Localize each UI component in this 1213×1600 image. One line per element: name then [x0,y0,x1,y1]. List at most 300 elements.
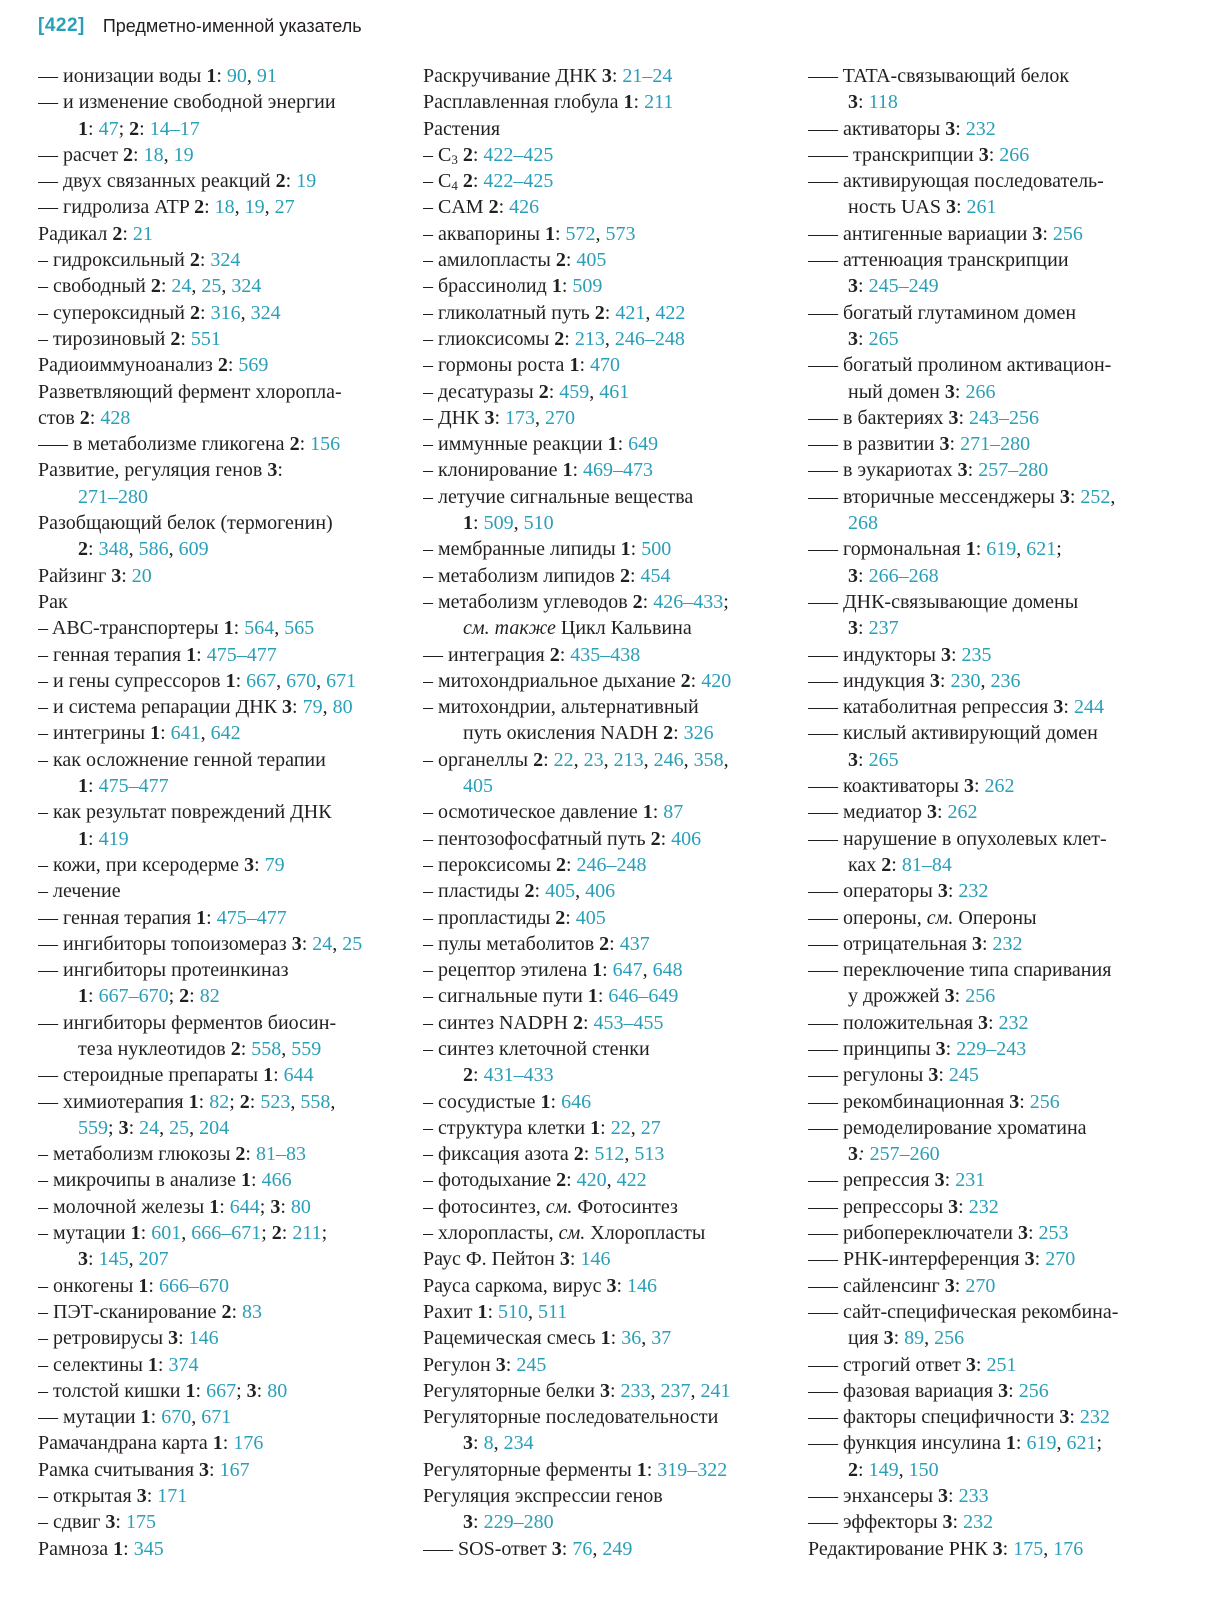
index-line [808,1010,1183,1036]
entry-text: , [606,1169,617,1192]
entry-text: – синтез NADPH [423,1011,573,1034]
index-line [423,642,773,668]
page-reference: 435–438 [570,643,641,666]
page-reference: 469–473 [583,459,654,482]
entry-text: : [115,1511,126,1534]
index-line [423,63,773,89]
volume-number: 2 [275,170,286,193]
page-reference: 229–280 [483,1511,554,1534]
index-line [38,1299,386,1325]
index-line [808,484,1183,510]
index-line [423,1220,773,1246]
entry-text: – хлоропласты, [423,1222,559,1245]
entry-text: –– ингибиторы ферментов биосин- [38,1011,337,1034]
entry-text: : [967,459,979,482]
page-reference: 512 [594,1143,625,1166]
page-reference: 326 [683,722,714,745]
entry-text: , [723,748,729,771]
page-reference: 27 [640,1116,661,1139]
page-reference: 213 [613,748,644,771]
entry-text: : [858,327,869,350]
index-line [38,931,386,957]
subscript: 4 [451,178,458,194]
volume-number: 3 [606,1274,617,1297]
entry-text: – мембранные липиды [423,538,621,561]
entry-text: ках [848,853,882,876]
volume-number: 3 [928,1064,939,1087]
index-line [38,563,386,589]
page-reference: 671 [201,1406,232,1429]
entry-text: , [159,1116,170,1139]
index-line [808,720,1183,746]
entry-text: : [554,222,566,245]
index-line [423,1299,773,1325]
volume-number: 3 [1017,1222,1028,1245]
volume-number: 3 [495,1353,506,1376]
entry-text: : [473,1432,484,1455]
index-line [423,1483,773,1509]
page-reference: 466 [261,1169,292,1192]
page-reference: 257–280 [978,459,1049,482]
entry-text: , [924,1327,935,1350]
index-line [38,89,386,115]
entry-text: Рахит [423,1300,478,1323]
index-line [808,536,1183,562]
entry-text: , [332,932,343,955]
entry-text: : [1019,1090,1030,1113]
entry-text: , [650,1379,661,1402]
index-line [423,563,773,589]
entry-text: : [199,249,211,272]
index-line [423,1167,773,1193]
entry-text: –– мутации [38,1406,141,1429]
volume-number: 2 [271,1222,282,1245]
index-line [808,589,1183,615]
entry-text: : [561,275,573,298]
volume-number: 1 [225,669,236,692]
page-reference: 237 [868,617,899,640]
page-reference: 420 [701,669,732,692]
page-reference: 266–268 [868,564,939,587]
entry-text: – интегрины [38,722,151,745]
page-reference: 82 [199,985,220,1008]
entry-text: – как результат повреждений ДНК [38,801,332,824]
entry-text: : [975,538,987,561]
volume-number: 2 [194,196,205,219]
index-line [38,536,386,562]
index-line [38,484,386,510]
entry-text: – пластиды [423,880,525,903]
volume-number: 3 [977,1011,988,1034]
entry-text: ; [168,985,180,1008]
index-line [423,1115,773,1141]
page-reference: 509 [483,512,514,535]
page-reference: 24 [171,275,192,298]
volume-number: 1 [130,1222,141,1245]
entry-text: ––– регулоны [808,1064,929,1087]
index-line [808,405,1183,431]
entry-text: ––– коактиваторы [808,775,964,798]
index-line [38,300,386,326]
page-reference: 237 [660,1379,691,1402]
entry-text: Разветвляющий фермент хлоропла- [38,380,342,403]
index-column-1 [38,63,386,1562]
index-line [808,457,1183,483]
entry-text: Опероны [953,906,1037,929]
entry-text: ––– медиатор [808,801,927,824]
entry-text: , [316,669,327,692]
page-reference: 236 [990,669,1021,692]
page-reference: 204 [199,1116,230,1139]
entry-text: : [273,1064,284,1087]
volume-number: 3 [1053,696,1064,719]
entry-text: : [583,1143,595,1166]
index-line [808,1378,1183,1404]
page-reference: 270 [1045,1248,1076,1271]
index-line [808,273,1183,299]
index-line [808,63,1183,89]
index-line [423,957,773,983]
entry-text: теза нуклеотидов [78,1037,231,1060]
entry-text: : [121,564,132,587]
page-reference: 621 [1026,538,1057,561]
page-reference: 422 [655,301,686,324]
volume-number: 1 [540,1090,551,1113]
entry-text: , [595,222,606,245]
page-reference: 156 [310,433,341,456]
entry-text: ––– РНК-интерференция [808,1248,1025,1271]
volume-number: 2 [463,1064,473,1087]
entry-text: : [157,1353,169,1376]
page-reference: 173 [505,406,535,429]
page-reference: 167 [219,1458,250,1481]
volume-number: 2 [573,1143,584,1166]
entry-text: ––– в развитии [808,433,940,456]
volume-number: 2 [217,354,228,377]
entry-text: : [975,1353,987,1376]
volume-number: 1 [78,985,88,1008]
entry-text: : [1069,485,1081,508]
entry-text: : [88,985,99,1008]
entry-text: , [274,617,285,640]
entry-text: ; [108,1116,119,1139]
index-line [808,1483,1183,1509]
index-line [38,1167,386,1193]
entry-text: ––– в метаболизме гликогена [38,433,290,456]
entry-text: Хлоропласты [585,1222,706,1245]
entry-text: : [133,143,144,166]
page-reference: 241 [700,1379,731,1402]
entry-text: : [206,906,217,929]
cross-reference: см. [558,1222,586,1245]
volume-number: 3 [957,459,968,482]
entry-text: ––– TATA-связывающий белок [808,65,1070,87]
entry-text: – органеллы [423,748,534,771]
volume-number: 1 [544,222,555,245]
entry-text: ; [261,1222,272,1245]
entry-text: : [1034,1248,1046,1271]
volume-number: 3 [934,1169,945,1192]
entry-text: – гликолатный путь [423,301,595,324]
index-line [38,116,386,142]
volume-number: 1 [551,275,562,298]
volume-number: 2 [632,590,643,613]
page-reference: 262 [947,801,978,824]
page-reference: 118 [868,91,898,114]
index-line [808,1089,1183,1115]
volume-number: 1 [477,1300,488,1323]
page-reference: 207 [138,1248,169,1271]
page-reference: 510 [523,512,554,535]
entry-text: : [565,906,576,929]
entry-text: – толстой кишки [38,1379,186,1402]
index-line [423,1246,773,1272]
entry-text: : [609,932,620,955]
volume-number: 2 [594,301,605,324]
page-reference: 22 [610,1116,631,1139]
entry-text: ––– принципы [808,1037,936,1060]
volume-number: 1 [78,117,88,140]
index-line [423,1062,773,1088]
entry-text: ––– богатый пролином активацион- [808,354,1112,377]
entry-text: – онкогены [38,1274,139,1297]
entry-text: – ABC-транспортеры [38,617,224,640]
entry-text: , [290,1090,301,1113]
entry-text: ––– рекомбинационная [808,1090,1010,1113]
page-reference: 265 [868,327,899,350]
index-line [38,1509,386,1535]
page-reference: 475–477 [206,643,277,666]
volume-number: 3 [848,327,858,350]
page-reference: 648 [652,959,683,982]
volume-number: 2 [572,1011,583,1034]
entry-text: – гормоны роста [423,354,570,377]
page-reference: 405 [576,249,607,272]
volume-number: 3 [848,564,858,587]
page-reference: 266 [965,380,996,403]
entry-text: : [198,1090,210,1113]
index-line [808,1167,1183,1193]
volume-number: 3 [111,564,122,587]
volume-number: 1 [196,906,207,929]
entry-text: Регулон [423,1353,496,1376]
volume-number: 3 [965,1353,976,1376]
page-reference: 82 [209,1090,230,1113]
entry-text: : [936,801,948,824]
entry-text: – C [423,170,452,193]
page-reference: 21 [132,222,153,245]
volume-number: 1 [569,354,580,377]
index-line [423,983,773,1009]
entry-text: , [493,1432,504,1455]
entry-text: : [1069,1406,1080,1429]
index-line [808,1430,1183,1456]
page-reference: 79 [302,696,323,719]
page-title: Предметно-именной указатель [102,15,362,36]
index-line [423,484,773,510]
index-line [808,1115,1183,1141]
entry-text: : [582,1011,594,1034]
page-reference: 270 [545,406,575,429]
index-line [808,221,1183,247]
page-reference: 80 [267,1379,288,1402]
volume-number: 3 [948,1195,959,1218]
index-line [38,1430,386,1456]
entry-text: : [938,1064,949,1087]
entry-text: : [1063,696,1074,719]
index-line [808,563,1183,589]
index-line [38,194,386,220]
page-reference: 426 [509,196,540,219]
volume-number: 1 [592,959,603,982]
entry-text: : [660,827,672,850]
page-reference: 586 [138,538,169,561]
volume-number: 3 [937,880,948,903]
entry-text: , [690,1379,701,1402]
volume-number: 1 [78,827,88,850]
volume-number: 3 [270,1195,281,1218]
entry-text: : [148,1274,159,1297]
entry-text: : [231,1300,242,1323]
page-reference: 271–280 [960,433,1031,456]
page-reference: 243–256 [969,406,1040,429]
volume-number: 1 [1005,1432,1016,1455]
entry-text: ––– репрессия [808,1169,935,1192]
volume-number: 1 [263,1064,274,1087]
entry-text: ; [259,1195,271,1218]
entry-text: : [954,985,966,1008]
entry-text: – открытая [38,1485,137,1508]
entry-text: ––– переключение типа спаривания [808,959,1112,982]
page-reference: 257–260 [869,1143,940,1166]
volume-number: 3 [944,985,955,1008]
entry-text: – метаболизм глюкозы [38,1143,236,1166]
volume-number: 1 [185,1379,196,1402]
page-reference: 642 [210,722,241,745]
entry-text: : [89,406,101,429]
page-reference: 348 [98,538,129,561]
entry-text: : [473,1064,484,1087]
volume-number: 3 [992,1537,1003,1560]
page-reference: 47 [98,117,119,140]
index-line [423,1457,773,1483]
index-line [38,983,386,1009]
entry-text: : [88,827,99,850]
entry-text: : [945,1037,957,1060]
entry-text: : [690,669,702,692]
entry-text: : [292,696,303,719]
index-line [423,1273,773,1299]
entry-text: : [565,853,577,876]
entry-text: : [988,143,1000,166]
page-reference: 268 [848,512,878,535]
index-line [38,457,386,483]
entry-text: ––– факторы специфичности [808,1406,1060,1429]
entry-text: : [160,275,172,298]
page-reference: 23 [583,748,604,771]
volume-number: 3 [1059,485,1070,508]
page-reference: 211 [292,1222,322,1245]
entry-text: : [633,91,645,114]
entry-text: : [858,275,869,298]
entry-text: : [139,117,150,140]
entry-text: : [534,880,546,903]
volume-number: 3 [848,91,858,114]
entry-text: : [498,196,510,219]
index-line [38,799,386,825]
index-line [808,247,1183,273]
page-reference: 91 [256,65,277,87]
page-reference: 175 [1013,1537,1044,1560]
volume-number: 3 [978,143,989,166]
volume-number: 2 [663,722,674,745]
entry-text: , [642,959,653,982]
entry-text: ный домен [848,380,945,403]
volume-number: 2 [239,1090,250,1113]
page-reference: 27 [274,196,295,219]
entry-text: ––– в эукариотах [808,459,958,482]
page-reference: 76 [572,1537,593,1560]
volume-number: 1 [209,1195,220,1218]
page-reference: 24 [139,1116,160,1139]
volume-number: 2 [289,433,300,456]
volume-number: 3 [998,1379,1009,1402]
volume-number: 3 [246,1379,257,1402]
entry-text: ––– индукция [808,669,930,692]
index-line [423,194,773,220]
entry-text: : [564,327,575,350]
volume-number: 3 [963,775,974,798]
index-line [808,1273,1183,1299]
entry-text: – десатуразы [423,380,539,403]
page-reference: 233 [958,1485,989,1508]
entry-text: : [235,669,247,692]
index-line [38,352,386,378]
volume-number: 2 [524,880,535,903]
entry-text: – аквапорины [423,222,545,245]
entry-text: : [473,1511,484,1534]
page-reference: 83 [242,1300,262,1323]
entry-text: : [610,1327,622,1350]
entry-text: ––– рибопереключатели [808,1222,1018,1245]
volume-number: 3 [291,932,302,955]
entry-text: : [893,1327,905,1350]
index-line [38,1220,386,1246]
index-line [423,168,773,194]
volume-number: 1 [241,1169,251,1192]
entry-text: ность UAS [848,196,946,219]
entry-text: стов [38,406,80,429]
entry-text: , [513,512,524,535]
page-reference: 145 [98,1248,129,1271]
entry-text: : [600,1116,611,1139]
entry-text: – CAM [423,196,489,219]
index-line [808,379,1183,405]
volume-number: 3 [484,406,495,429]
entry-text: , [128,538,139,561]
index-line [808,510,1183,536]
entry-text: , [589,380,600,403]
volume-number: 2 [650,827,661,850]
page-reference: 647 [612,959,643,982]
entry-text: ––– отрицательная [808,932,972,955]
entry-text: ; [236,1379,247,1402]
page-reference: 646 [561,1090,592,1113]
volume-number: 1 [562,459,573,482]
volume-number: 3 [168,1327,179,1350]
page-reference: 232 [965,117,996,140]
entry-text: : [280,1195,291,1218]
